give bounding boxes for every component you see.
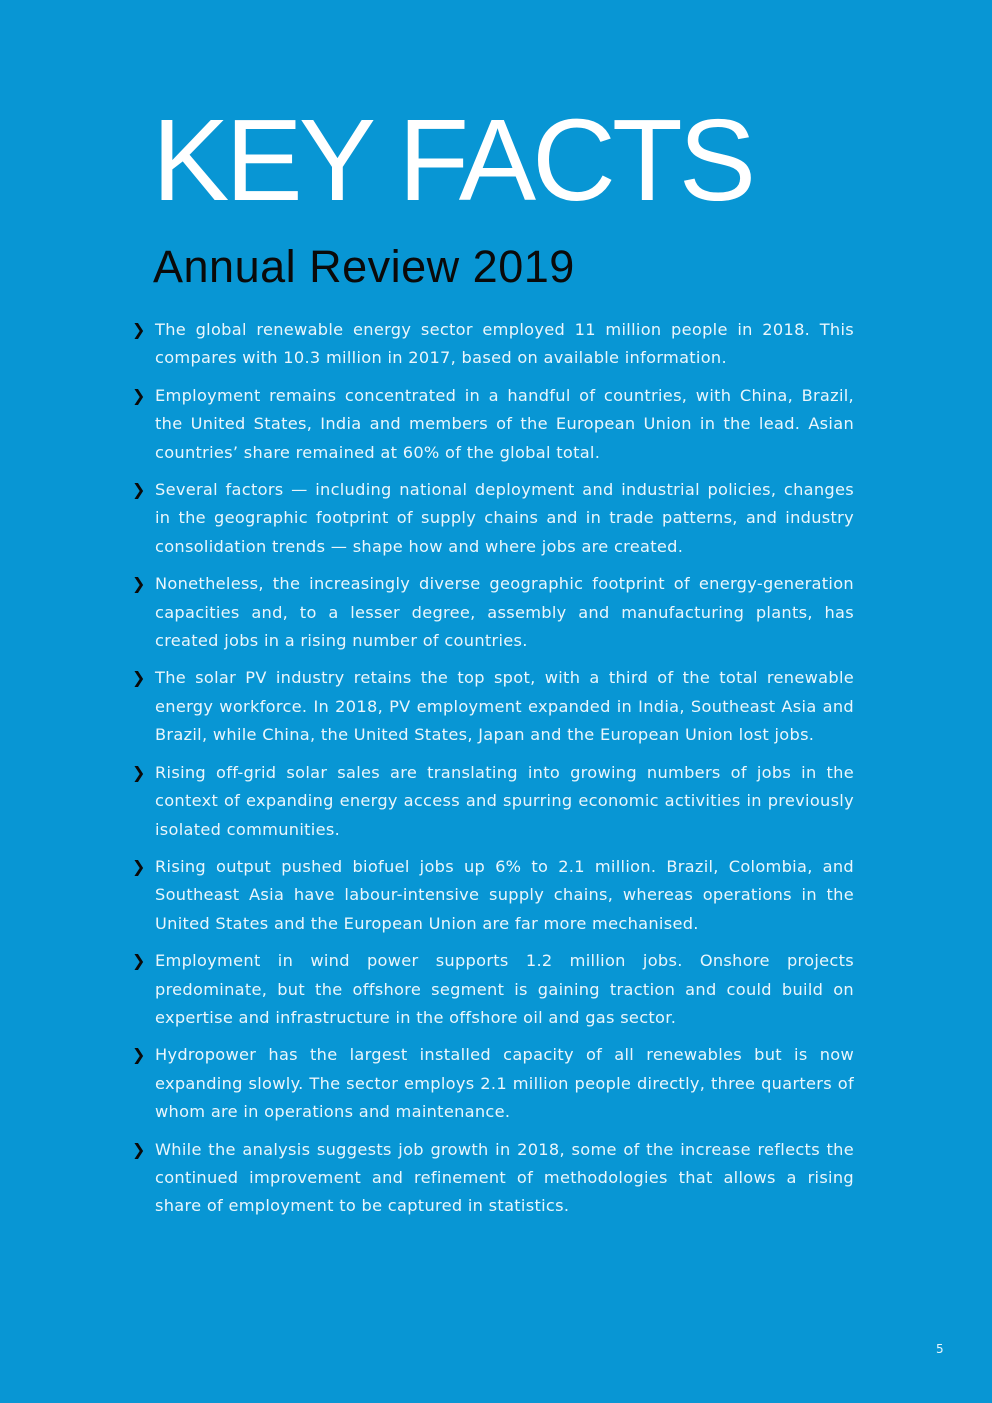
fact-item [130, 853, 854, 938]
fact-text: The global renewable energy sector employed 11 million people in 2018. This compares with 10.3 million in 2017, based on available information. [155, 320, 854, 368]
chevron-right-icon: ❯ [132, 480, 146, 500]
chevron-right-icon: ❯ [132, 762, 146, 782]
chevron-right-icon: ❯ [132, 320, 146, 339]
fact-text: Employment in wind power supports 1.2 million jobs. Onshore projects predominate, but the offshore segment is gaining traction and could build on expertise and infrastructure in the offshore oil and gas sector. [155, 951, 854, 1027]
page-title: KEY FACTS [152, 95, 753, 225]
chevron-right-icon: ❯ [132, 668, 146, 688]
chevron-right-icon: ❯ [132, 856, 146, 876]
fact-item [130, 664, 854, 749]
fact-item [130, 382, 854, 467]
chevron-right-icon: ❯ [132, 951, 146, 971]
fact-text: Rising off-grid solar sales are translating into growing numbers of jobs in the context of expanding energy access and spurring economic activities in previously isolated communities. [155, 762, 854, 839]
fact-item [130, 947, 854, 1032]
key-facts-list [130, 316, 854, 1230]
fact-text: The solar PV industry retains the top spot, with a third of the total renewable energy workforce. In 2018, PV employment expanded in India, Southeast Asia and Brazil, while China, the United States, Japan and the European Union lost jobs. [155, 668, 854, 745]
fact-text: Several factors — including national deployment and industrial policies, changes in the geographic footprint of supply chains and in trade patterns, and industry consolidation trends — shape how and where jobs are created. [155, 480, 854, 556]
fact-item [130, 476, 854, 561]
fact-item [130, 570, 854, 655]
fact-item [130, 759, 854, 844]
fact-item [130, 1041, 854, 1126]
page-number: 5 [936, 1342, 944, 1356]
chevron-right-icon: ❯ [132, 1139, 146, 1159]
chevron-right-icon: ❯ [132, 385, 146, 405]
chevron-right-icon: ❯ [132, 574, 146, 594]
fact-text: While the analysis suggests job growth in 2018, some of the increase reflects the continued improvement and refinement of methodologies that allows a rising share of employment to be captured in statistics. [155, 1139, 854, 1216]
fact-item [130, 316, 854, 373]
fact-text: Nonetheless, the increasingly diverse geographic footprint of energy-generation capacities and, to a lesser degree, assembly and manufacturing plants, has created jobs in a rising number of countries. [155, 574, 854, 651]
page-subtitle: Annual Review 2019 [153, 241, 575, 292]
fact-item [130, 1136, 854, 1221]
fact-text: Hydropower has the largest installed capacity of all renewables but is now expanding slowly. The sector employs 2.1 million people directly, three quarters of whom are in operations and maintenance. [155, 1045, 854, 1122]
fact-text: Rising output pushed biofuel jobs up 6% to 2.1 million. Brazil, Colombia, and Southeast Asia have labour-intensive supply chains, whereas operations in the United States and the European Union are far more mechanised. [155, 856, 854, 933]
chevron-right-icon: ❯ [132, 1045, 146, 1065]
fact-text: Employment remains concentrated in a handful of countries, with China, Brazil, the United States, India and members of the European Union in the lead. Asian countries’ share remained at 60% of the global total. [155, 385, 854, 462]
